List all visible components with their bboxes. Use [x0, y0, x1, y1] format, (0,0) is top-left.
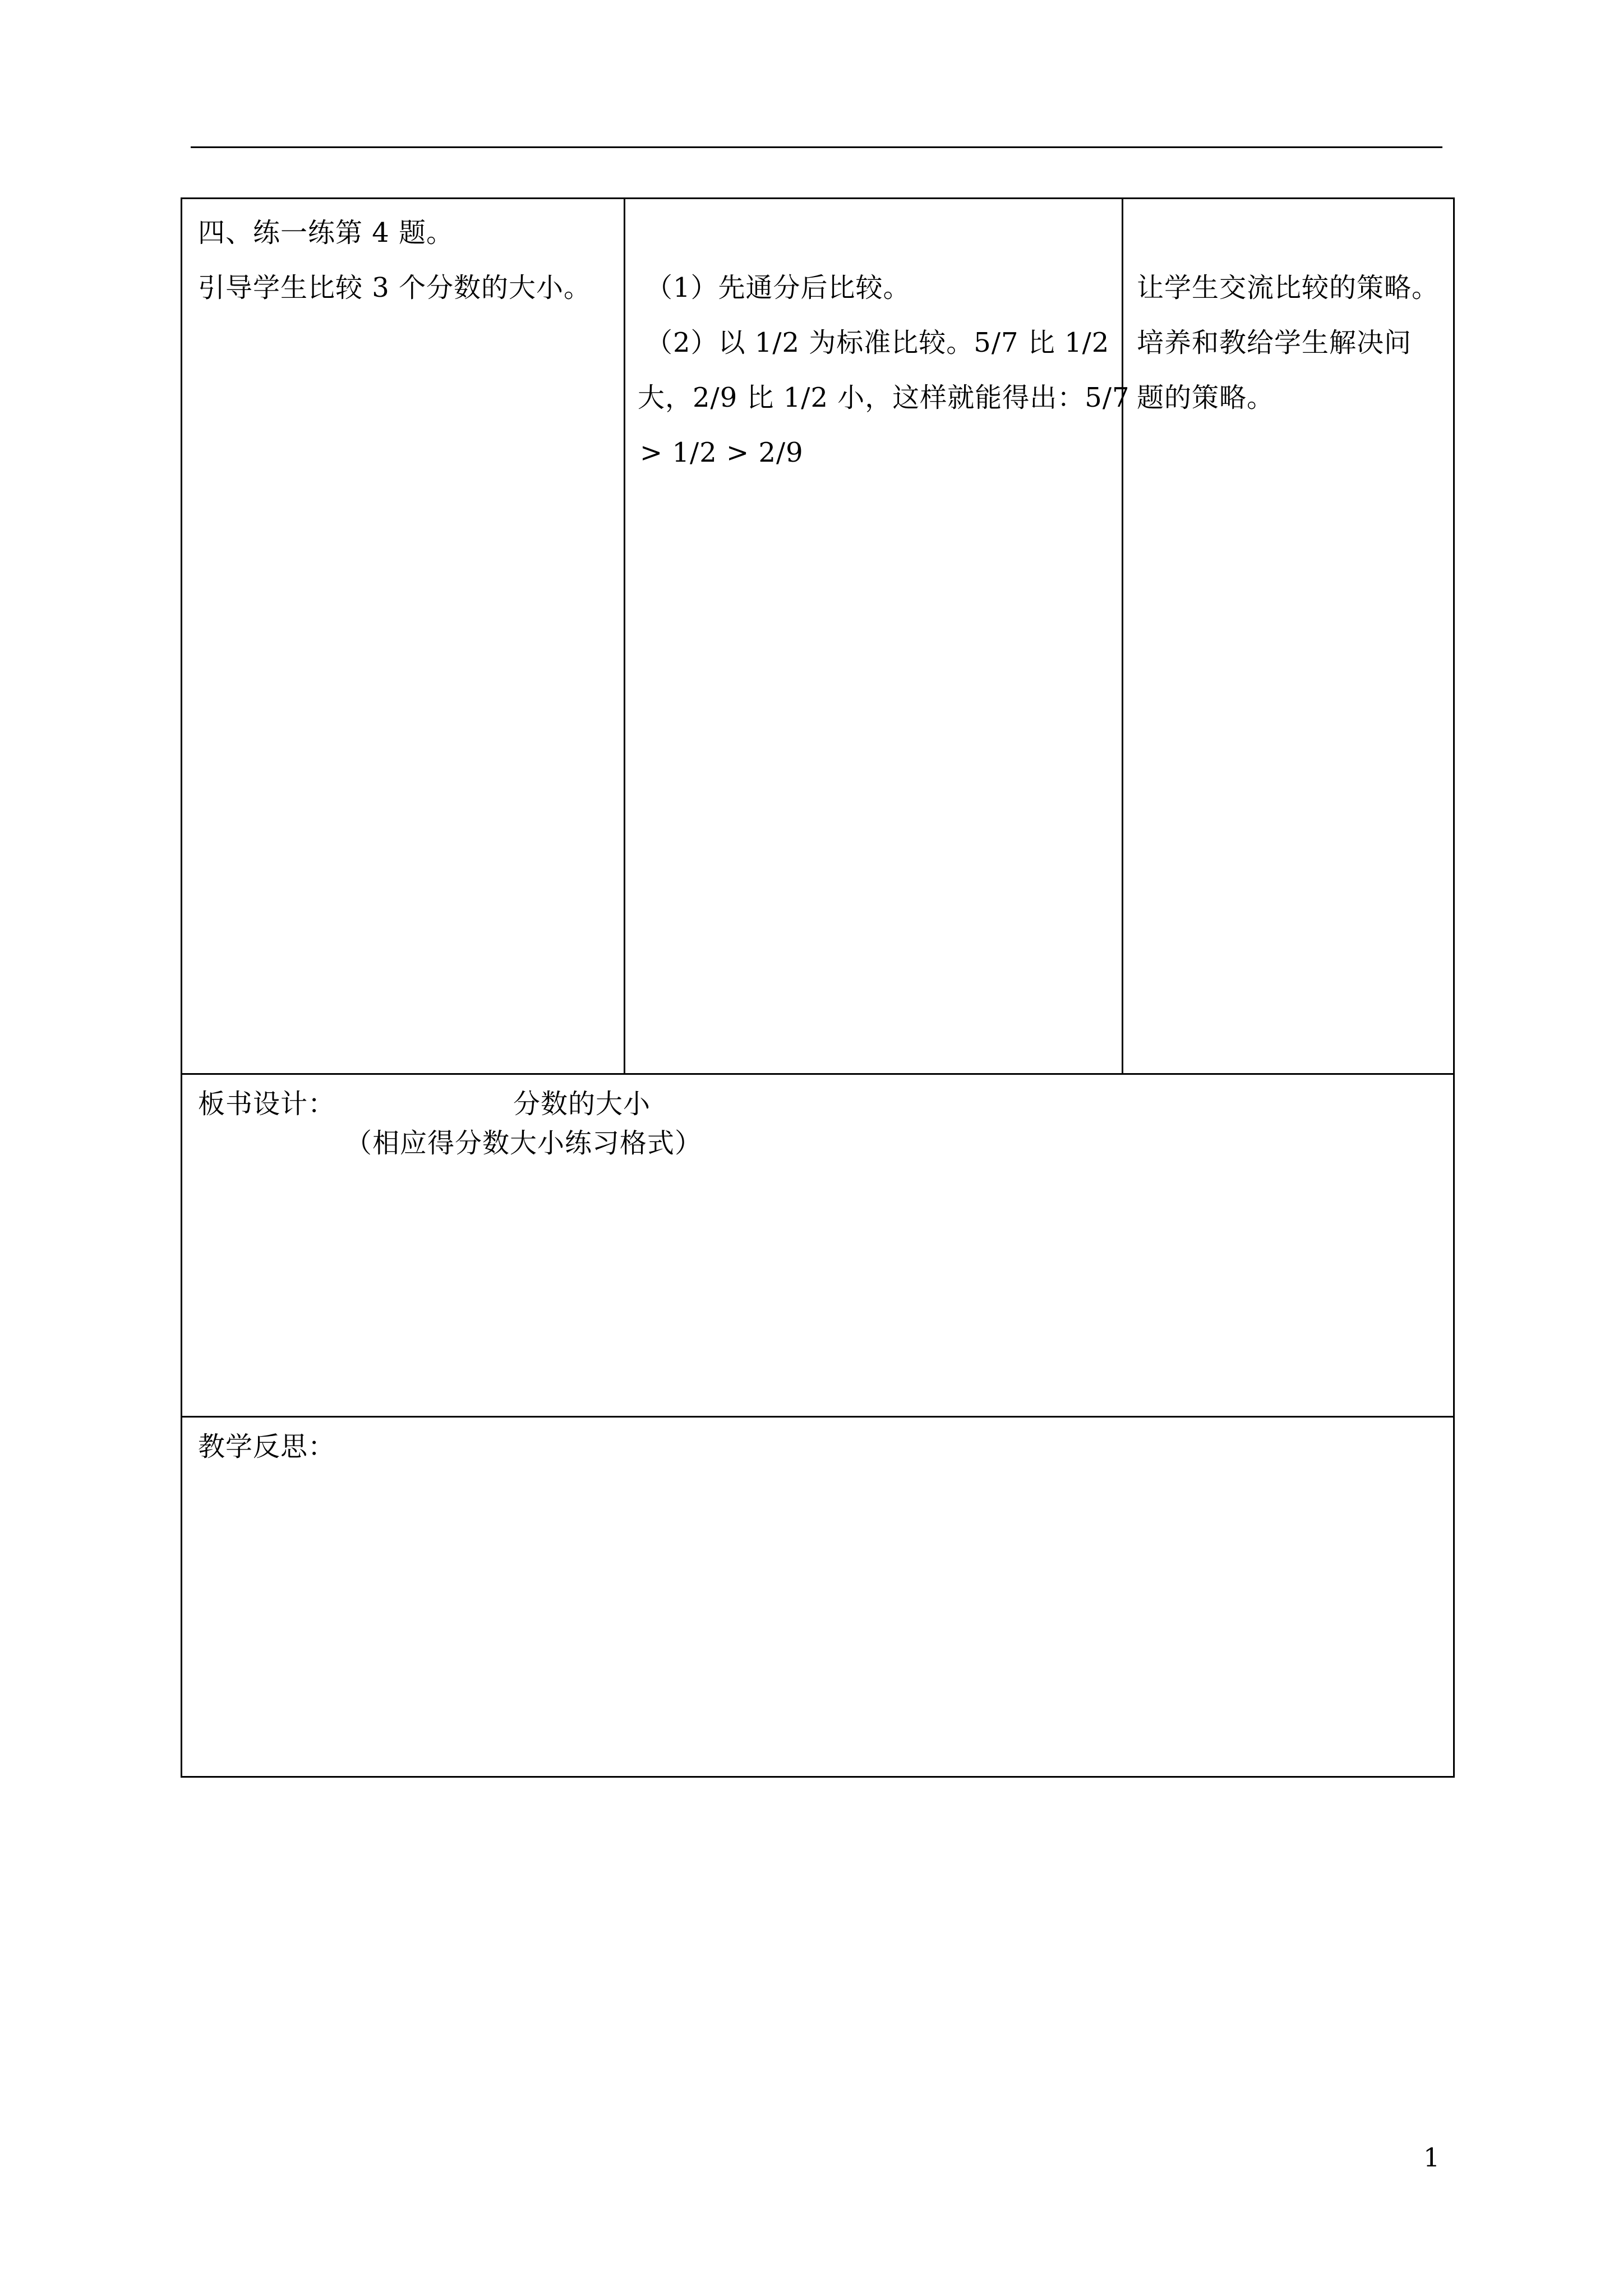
reflection-label: 教学反思：	[198, 1431, 336, 1462]
board-design-title: 分数的大小	[513, 1088, 651, 1120]
student-activity-line: > 1/2 > 2/9	[640, 437, 804, 468]
column-divider	[1122, 199, 1123, 1073]
student-activity-line: （2）以 1/2 为标准比较。5/7 比 1/2	[645, 327, 1110, 358]
design-intent-line: 让学生交流比较的策略。	[1137, 272, 1440, 303]
column-divider	[624, 199, 625, 1073]
activity-row	[182, 199, 1453, 1075]
design-intent-line: 培养和教给学生解决问	[1137, 327, 1412, 358]
page-number: 1	[1423, 2142, 1440, 2173]
student-activity-line: 大，2/9 比 1/2 小，这样就能得出：5/7	[638, 382, 1130, 413]
board-design-label: 板书设计：	[198, 1088, 336, 1120]
lesson-table	[181, 197, 1455, 1778]
board-design-row	[182, 1075, 1453, 1418]
board-design-subtitle: （相应得分数大小练习格式）	[345, 1128, 703, 1159]
teacher-activity-text: 引导学生比较 3 个分数的大小。	[198, 272, 592, 303]
design-intent-line: 题的策略。	[1137, 382, 1275, 413]
header-rule	[191, 146, 1442, 148]
student-activity-line: （1）先通分后比较。	[645, 272, 911, 303]
reflection-row	[182, 1418, 1453, 1776]
teacher-activity-heading: 四、练一练第 4 题。	[198, 217, 454, 249]
